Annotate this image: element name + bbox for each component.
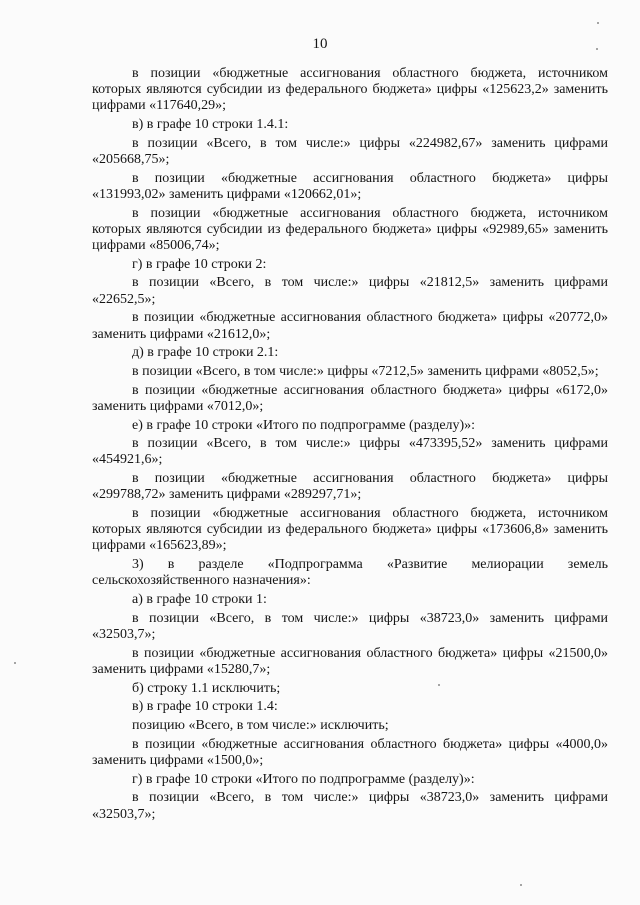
paragraph: а) в графе 10 строки 1: [132,592,267,608]
paragraph: в позиции «Всего, в том числе:» цифры «38723,0» заменить цифрами «32503,7»; [92,790,608,822]
paragraph: в позиции «Всего, в том числе:» цифры «7212,5» заменить цифрами «8052,5»; [132,363,599,379]
paragraph: б) строку 1.1 исключить; [132,680,281,696]
scan-speck [520,884,522,886]
paragraph: в позиции «бюджетные ассигнования областного бюджета» цифры «299788,72» заменить цифрами «289297,71»; [92,471,608,503]
paragraph: в позиции «Всего, в том числе:» цифры «473395,52» заменить цифрами «454921,6»; [92,436,608,468]
paragraph: позицию «Всего, в том числе:» исключить; [132,718,389,734]
paragraph: в позиции «бюджетные ассигнования областного бюджета, источником которых являются субсидии из федерального бюджета» цифры «173606,8» заменить цифрами «165623,89»; [92,506,608,554]
paragraph: в позиции «бюджетные ассигнования областного бюджета, источником которых являются субсидии из федерального бюджета» цифры «125623,2» заменить цифрами «117640,29»; [92,66,608,114]
paragraph: е) в графе 10 строки «Итого по подпрограмме (разделу)»: [132,417,476,433]
paragraph: в позиции «бюджетные ассигнования областного бюджета» цифры «4000,0» заменить цифрами «1500,0»; [92,736,608,768]
scan-speck [14,662,16,664]
paragraph: в позиции «Всего, в том числе:» цифры «21812,5» заменить цифрами «22652,5»; [92,275,608,307]
page-number: 10 [312,36,328,52]
paragraph: в позиции «бюджетные ассигнования областного бюджета, источником которых являются субсидии из федерального бюджета» цифры «92989,65» заменить цифрами «85006,74»; [92,205,608,254]
paragraph: в позиции «бюджетные ассигнования областного бюджета» цифры «131993,02» заменить цифрами «120662,01»; [92,170,608,202]
paragraph: в позиции «Всего, в том числе:» цифры «38723,0» заменить цифрами «32503,7»; [92,610,608,642]
document-body [92,66,608,825]
paragraph: в позиции «бюджетные ассигнования областного бюджета» цифры «20772,0» заменить цифрами «21612,0»; [92,310,608,342]
scan-speck [596,48,598,50]
scan-speck [597,22,599,24]
paragraph: в) в графе 10 строки 1.4.1: [132,117,289,133]
paragraph: в позиции «бюджетные ассигнования областного бюджета» цифры «21500,0» заменить цифрами «15280,7»; [92,645,608,677]
paragraph: г) в графе 10 строки 2: [132,256,267,272]
paragraph: 3) в разделе «Подпрограмма «Развитие мелиорации земель сельскохозяйственного назначения»: [92,557,608,589]
scan-speck [438,684,440,686]
paragraph: в) в графе 10 строки 1.4: [132,699,278,715]
paragraph: г) в графе 10 строки «Итого по подпрограмме (разделу)»: [132,771,475,787]
paragraph: в позиции «Всего, в том числе:» цифры «224982,67» заменить цифрами «205668,75»; [92,135,608,168]
paragraph: д) в графе 10 строки 2.1: [132,345,279,361]
paragraph: в позиции «бюджетные ассигнования областного бюджета» цифры «6172,0» заменить цифрами «7012,0»; [92,382,608,414]
